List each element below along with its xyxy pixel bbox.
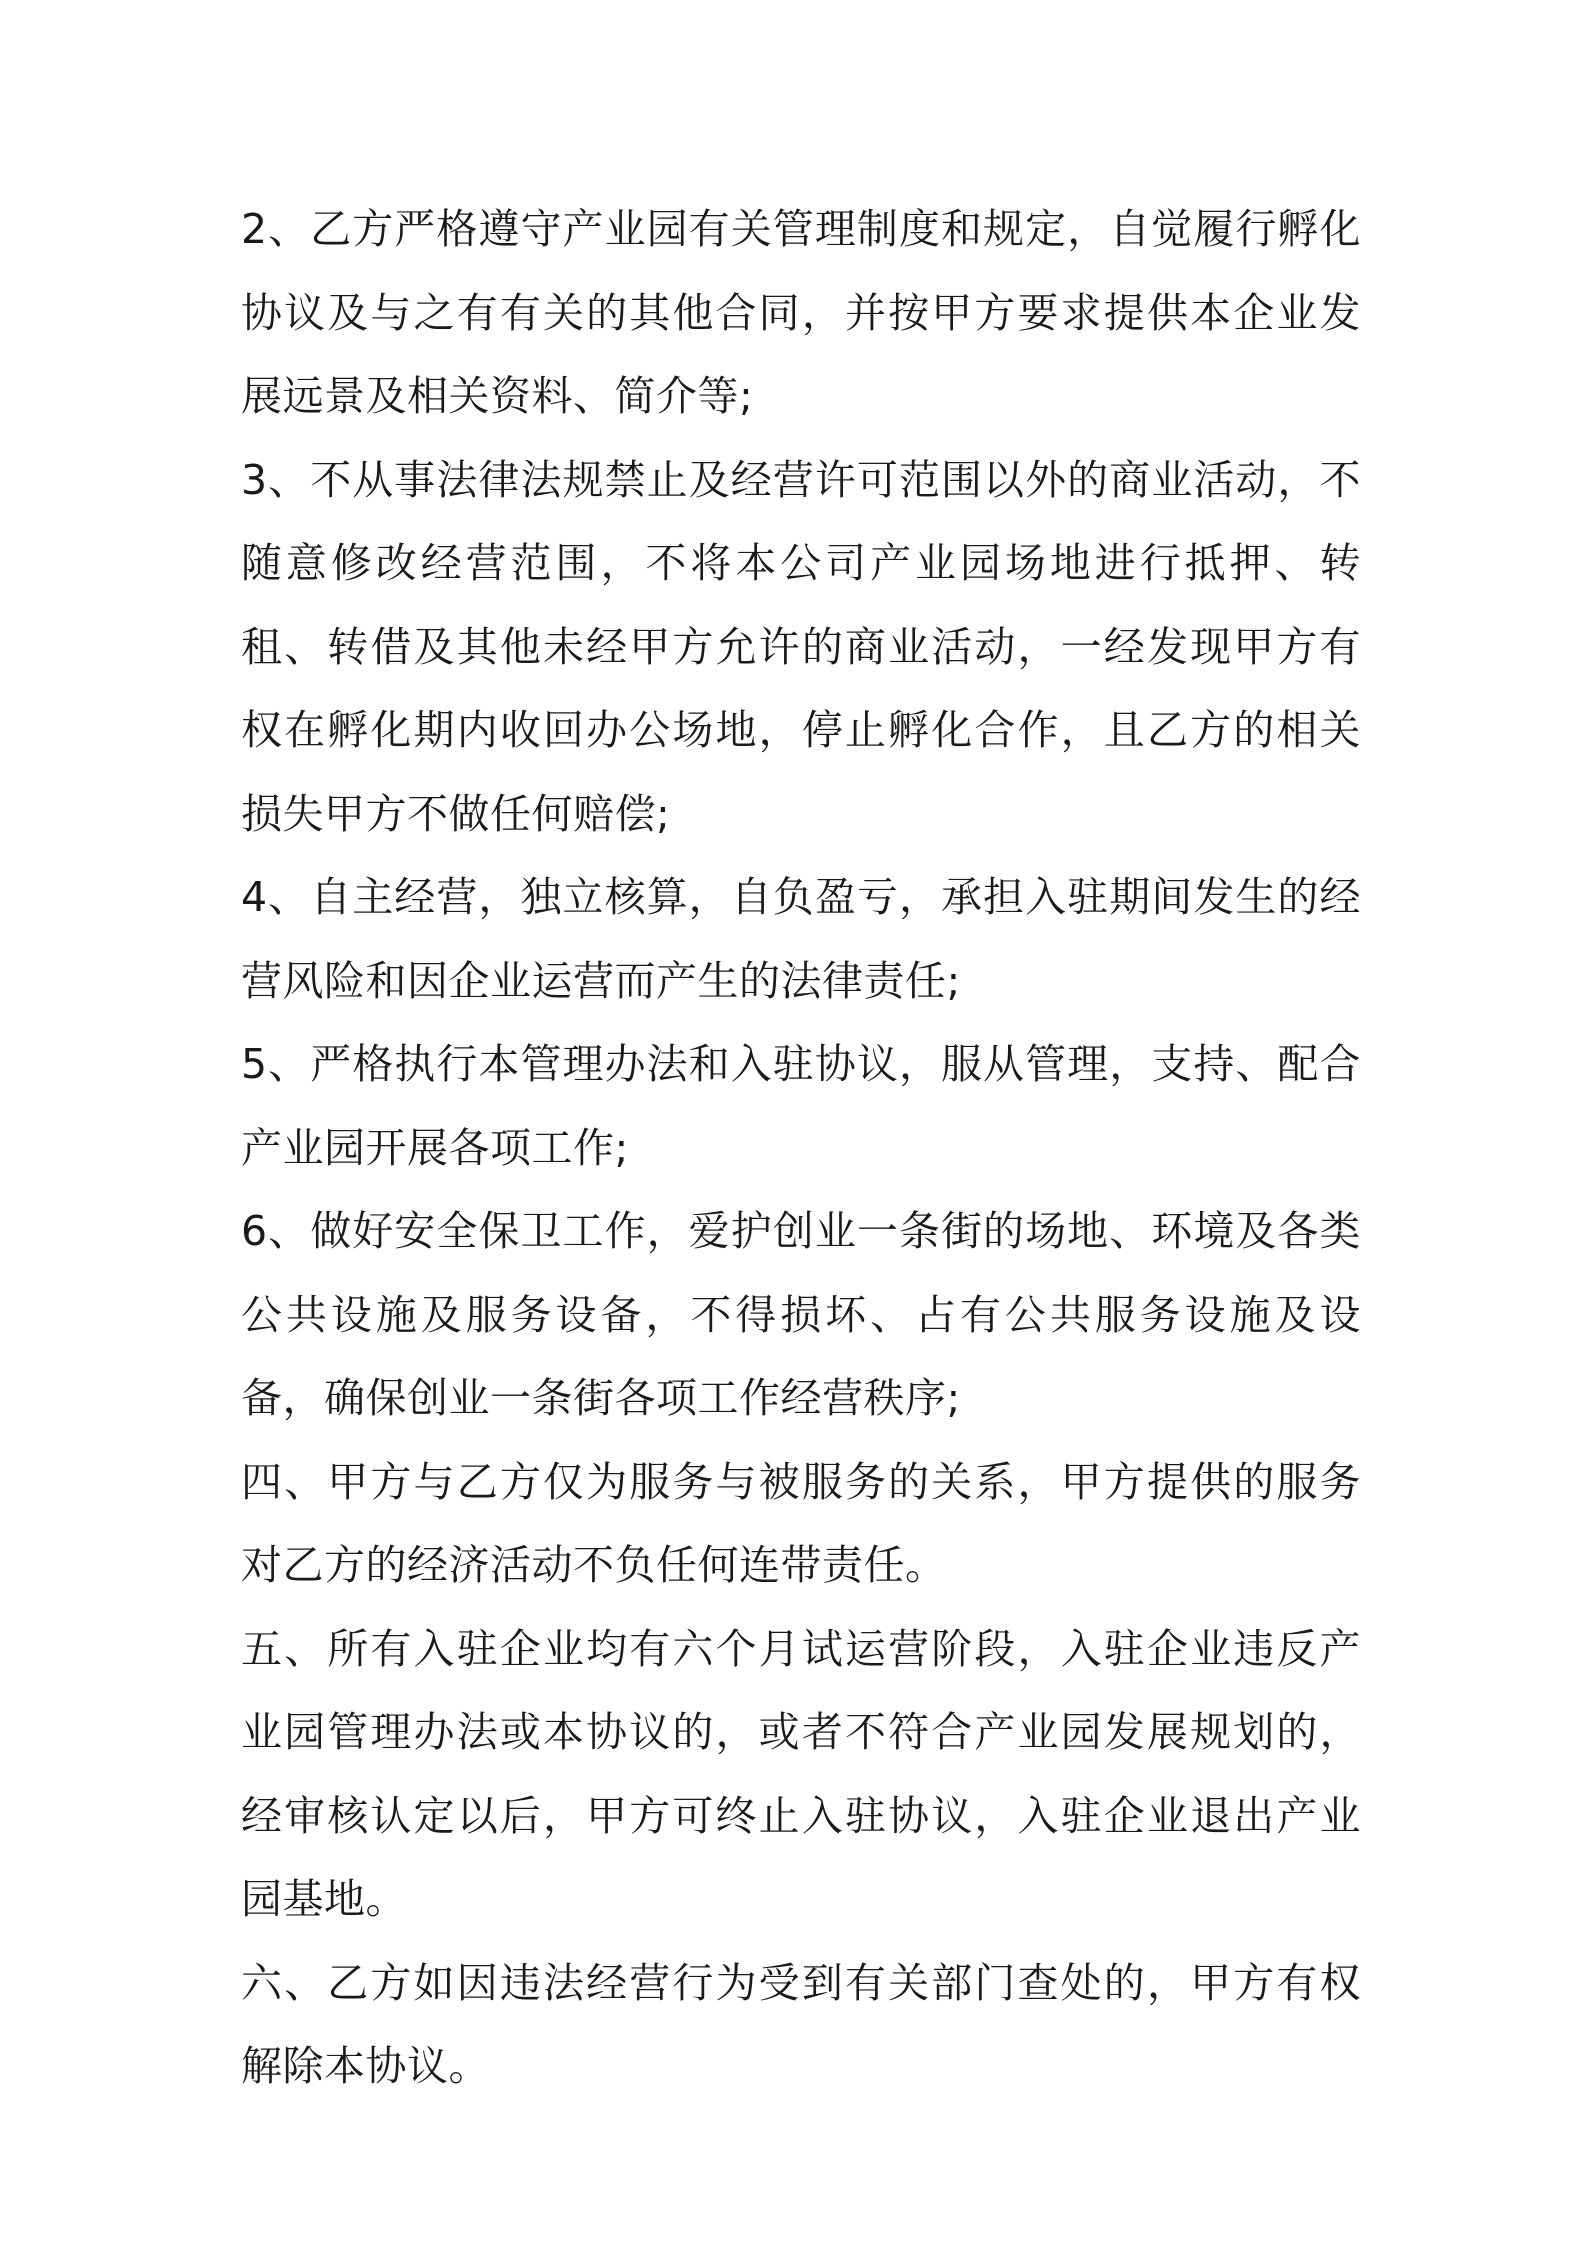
section-5-trial-operation: 五、所有入驻企业均有六个月试运营阶段，入驻企业违反产业园管理办法或本协议的，或者不符合产业园发展规划的，经审核认定以后，甲方可终止入驻协议，入驻企业退出产业园基地。 (241, 1624, 1361, 1923)
document-body (241, 188, 1361, 2109)
clause-3-business-scope: 3、不从事法律法规禁止及经营许可范围以外的商业活动，不随意修改经营范围，不将本公司产业园场地进行抵押、转租、转借及其他未经甲方允许的商业活动，一经发现甲方有权在孵化期内收回办公场地，停止孵化合作，且乙方的相关损失甲方不做任何赔偿; (241, 455, 1361, 838)
section-6-termination: 六、乙方如因违法经营行为受到有关部门查处的，甲方有权解除本协议。 (241, 1958, 1361, 2090)
section-4-service-relationship: 四、甲方与乙方仅为服务与被服务的关系，甲方提供的服务对乙方的经济活动不负任何连带责任。 (241, 1457, 1361, 1589)
clause-2-strict-compliance: 2、乙方严格遵守产业园有关管理制度和规定，自觉履行孵化协议及与之有有关的其他合同，并按甲方要求提供本企业发展远景及相关资料、简介等; (241, 205, 1361, 420)
clause-5-follow-management: 5、严格执行本管理办法和入驻协议，服从管理，支持、配合产业园开展各项工作; (241, 1040, 1361, 1172)
clause-4-independent-operation: 4、自主经营，独立核算，自负盈亏，承担入驻期间发生的经营风险和因企业运营而产生的法律责任; (241, 873, 1361, 1005)
clause-6-safety-security: 6、做好安全保卫工作，爱护创业一条街的场地、环境及各类公共设施及服务设备，不得损坏、占有公共服务设施及设备，确保创业一条街各项工作经营秩序; (241, 1207, 1361, 1422)
